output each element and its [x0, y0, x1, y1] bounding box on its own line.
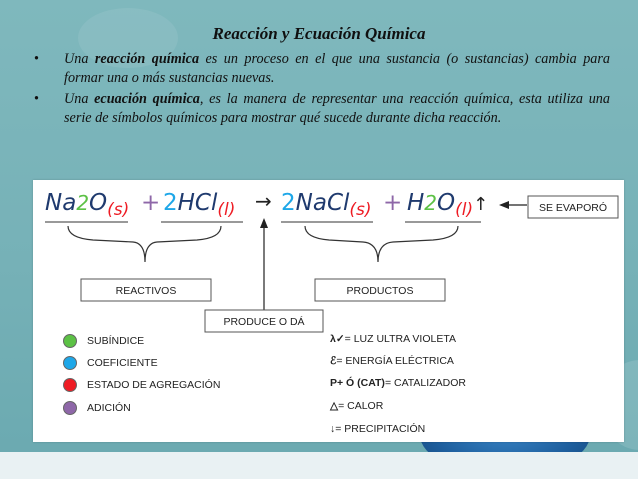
legend-text: = PRECIPITACIÓN — [335, 423, 426, 435]
slide-title: Reacción y Ecuación Química — [212, 24, 426, 43]
legend-text: = CATALIZADOR — [384, 377, 466, 389]
blue-circle-icon — [63, 356, 77, 370]
triangle-icon: △ — [330, 400, 339, 412]
legend-text: = ENERGÍA ELÉCTRICA — [336, 355, 454, 367]
arrow-head-icon — [260, 218, 268, 228]
legend-calor — [330, 400, 383, 412]
arrow-head-icon — [499, 201, 509, 209]
plus-sign: + — [141, 190, 161, 216]
equation-term-4: $H2O_{(l)}^↑$ — [407, 190, 489, 220]
reactivos-label: REACTIVOS — [115, 285, 177, 297]
productos-label: PRODUCTOS — [346, 285, 414, 297]
legend-label: ADICIÓN — [87, 402, 131, 414]
legend-label: SUBÍNDICE — [87, 335, 145, 347]
purple-circle-icon — [63, 401, 77, 415]
legend-item-subindice — [63, 332, 144, 350]
brace-productos — [305, 226, 458, 262]
lambda-icon: λ✓ — [330, 333, 345, 345]
bullet-icon: • — [34, 51, 39, 67]
equation-term-1: $Na2O_{(s)}$ — [45, 190, 130, 220]
red-circle-icon — [63, 378, 77, 392]
legend-text: = CALOR — [338, 400, 384, 412]
produce-label: PRODUCE O DÁ — [223, 316, 305, 328]
down-arrow-icon: ↓ — [330, 423, 336, 435]
bottom-band — [0, 452, 638, 479]
bullet-text: Una — [64, 51, 95, 67]
legend-text: = LUZ ULTRA VIOLETA — [344, 333, 456, 345]
legend-label: ESTADO DE AGREGACIÓN — [87, 379, 221, 391]
bullet-text: Una — [64, 91, 95, 107]
legend-luz-uv — [330, 333, 456, 345]
bullet-item — [34, 90, 610, 128]
catalyst-symbol: P+ Ó (CAT) — [330, 377, 385, 389]
reaction-arrow: → — [255, 189, 272, 213]
brace-reactivos — [68, 226, 221, 262]
bullet-list — [34, 50, 610, 130]
legend-energia — [330, 355, 454, 367]
legend-label: COEFICIENTE — [87, 357, 158, 369]
bullet-icon: • — [34, 91, 39, 107]
equation-term-3: 2NaCl$_{(s)}$ — [281, 190, 372, 220]
bullet-item — [34, 50, 610, 88]
equation-term-2: 2HCl$_{(l)}$ — [163, 190, 236, 220]
electric-energy-icon: ℰ — [330, 355, 337, 367]
legend-precipitacion — [330, 423, 425, 435]
bullet-bold-term: reacción química — [94, 51, 200, 67]
legend-item-estado — [63, 376, 220, 394]
green-circle-icon — [63, 334, 77, 348]
evaporo-label: SE EVAPORÓ — [538, 202, 608, 214]
legend-catalizador — [330, 377, 466, 389]
bullet-bold-term: ecuación química — [94, 91, 200, 107]
bullet-text: , es la manera de representar una reacción química, esta utiliza una serie de símbolos químicos para mostrar qué sucede durante dicha reacción. — [64, 91, 610, 126]
legend-item-adicion — [63, 399, 131, 417]
equation-panel — [33, 180, 624, 442]
legend-item-coeficiente — [63, 354, 158, 372]
bullet-text: es un proceso en el que una sustancia (o sustancias) cambia para formar una o más sustancias nuevas. — [64, 51, 611, 86]
plus-sign: + — [383, 190, 403, 216]
